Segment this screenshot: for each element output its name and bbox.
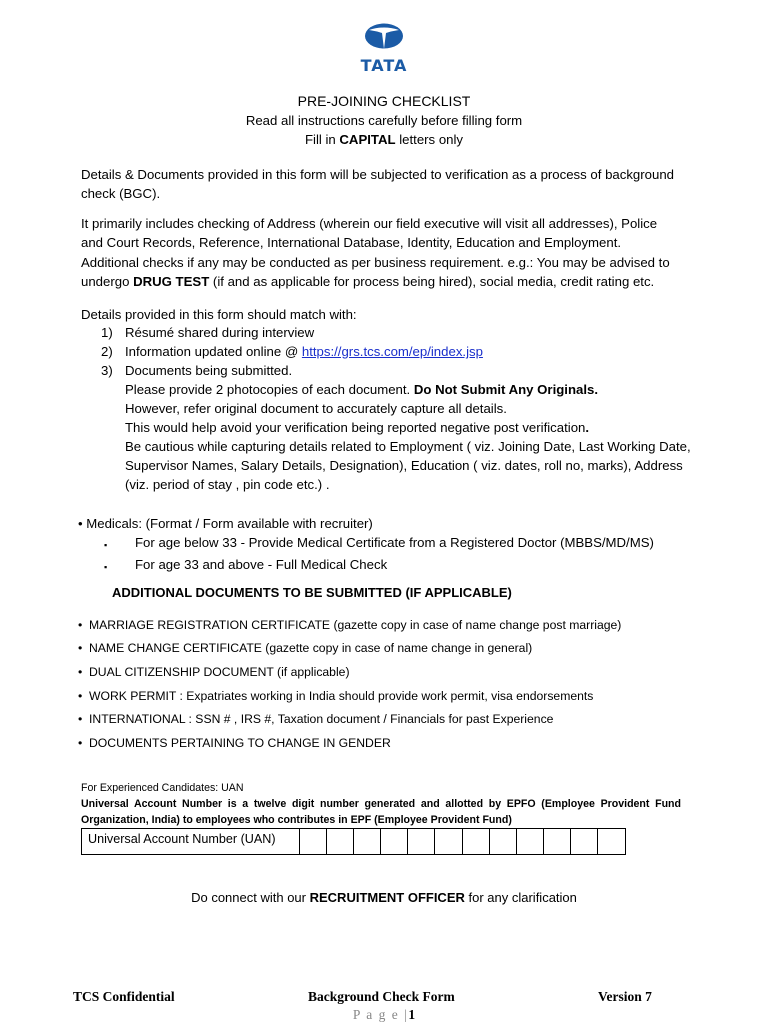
tata-logo xyxy=(0,22,768,74)
medicals-heading: • Medicals: (Format / Form available with recruiter) xyxy=(78,516,373,531)
grs-portal-link[interactable]: https://grs.tcs.com/ep/index.jsp xyxy=(301,344,483,359)
list-item: • INTERNATIONAL : SSN # , IRS #, Taxation document / Financials for past Experience xyxy=(78,712,554,727)
uan-digit-cell[interactable] xyxy=(408,829,435,854)
uan-digit-cell[interactable] xyxy=(571,829,598,854)
list-item: • MARRIAGE REGISTRATION CERTIFICATE (gazette copy in case of name change post marriage) xyxy=(78,617,622,632)
additional-docs-list xyxy=(78,613,698,755)
list-item: 1) Résumé shared during interview xyxy=(101,325,315,340)
list-item: 3) Documents being submitted. Please provide 2 photocopies of each document. Do Not Submit Any Originals. However, refer original document to accurately capture all details. This would help avoid your verification being reported negative post verification. Be cautious while capturing details related to Employment ( viz. Joining Date, Last Working Date, Supervisor Names, Salary Details, Designation), Education ( viz. dates, roll no, marks), Address (viz. period of stay , pin code etc.) . xyxy=(101,363,691,492)
list-item: 2) Information updated online @ https://grs.tcs.com/ep/index.jsp xyxy=(101,344,483,359)
list-item: ▪ For age below 33 - Provide Medical Certificate from a Registered Doctor (MBBS/MD/MS) xyxy=(104,535,654,550)
instruction-read: Read all instructions carefully before filling form xyxy=(245,113,523,128)
uan-digit-cell[interactable] xyxy=(381,829,408,854)
experienced-heading: For Experienced Candidates: UAN xyxy=(81,782,244,794)
uan-digit-cell[interactable] xyxy=(463,829,490,854)
list-item: • DUAL CITIZENSHIP DOCUMENT (if applicable) xyxy=(78,664,350,679)
checks-paragraph: It primarily includes checking of Address (wherein our field executive will visit all addresses), Police and Court Records, Reference, International Database, Identity, Education and Employment. Additional checks if any may be conducted as per business requirement. e.g.: You may be advised to undergo DRUG TEST (if and as applicable for process being hired), social media, credit rating etc. xyxy=(81,216,670,290)
list-item: • NAME CHANGE CERTIFICATE (gazette copy in case of name change in general) xyxy=(78,641,533,656)
uan-digit-cell[interactable] xyxy=(435,829,462,854)
uan-digit-cell[interactable] xyxy=(300,829,327,854)
list-item: • DOCUMENTS PERTAINING TO CHANGE IN GENDER xyxy=(78,735,391,750)
match-list xyxy=(101,323,691,494)
uan-digit-cell[interactable] xyxy=(517,829,544,854)
uan-digit-cell[interactable] xyxy=(327,829,354,854)
uan-digit-cell[interactable] xyxy=(490,829,517,854)
uan-digit-cell[interactable] xyxy=(354,829,381,854)
uan-description: Universal Account Number is a twelve digit number generated and allotted by EPFO (Employee Provident Fund Organization, India) to employees who contributes in EPF (Employee Provident Fund) xyxy=(81,798,681,826)
experienced-section xyxy=(81,780,681,828)
footer-confidential: TCS Confidential xyxy=(73,989,175,1004)
page-title: PRE-JOINING CHECKLIST xyxy=(297,93,471,109)
match-heading: Details provided in this form should match with: xyxy=(81,307,357,322)
contact-line: Do connect with our RECRUITMENT OFFICER for any clarification xyxy=(191,890,577,905)
page-number: P a g e |1 xyxy=(352,1007,416,1022)
list-item: ▪ For age 33 and above - Full Medical Check xyxy=(104,557,388,572)
uan-digit-cell[interactable] xyxy=(598,829,625,854)
instruction-capital: Fill in CAPITAL letters only xyxy=(304,132,464,147)
bgc-paragraph: Details & Documents provided in this form will be subjected to verification as a process of background check (BGC). xyxy=(81,167,674,202)
medicals-section xyxy=(78,514,698,577)
list-item: • WORK PERMIT : Expatriates working in India should provide work permit, visa endorsements xyxy=(78,688,594,703)
footer-form-name: Background Check Form xyxy=(308,989,455,1004)
uan-digit-cell[interactable] xyxy=(544,829,571,854)
uan-field[interactable] xyxy=(81,828,626,855)
uan-label: Universal Account Number (UAN) xyxy=(82,829,300,854)
footer-version: Version 7 xyxy=(598,989,652,1004)
tata-emblem-icon xyxy=(364,22,404,52)
additional-docs-heading: ADDITIONAL DOCUMENTS TO BE SUBMITTED (IF APPLICABLE) xyxy=(112,585,512,600)
tata-wordmark: TATA xyxy=(360,56,408,75)
